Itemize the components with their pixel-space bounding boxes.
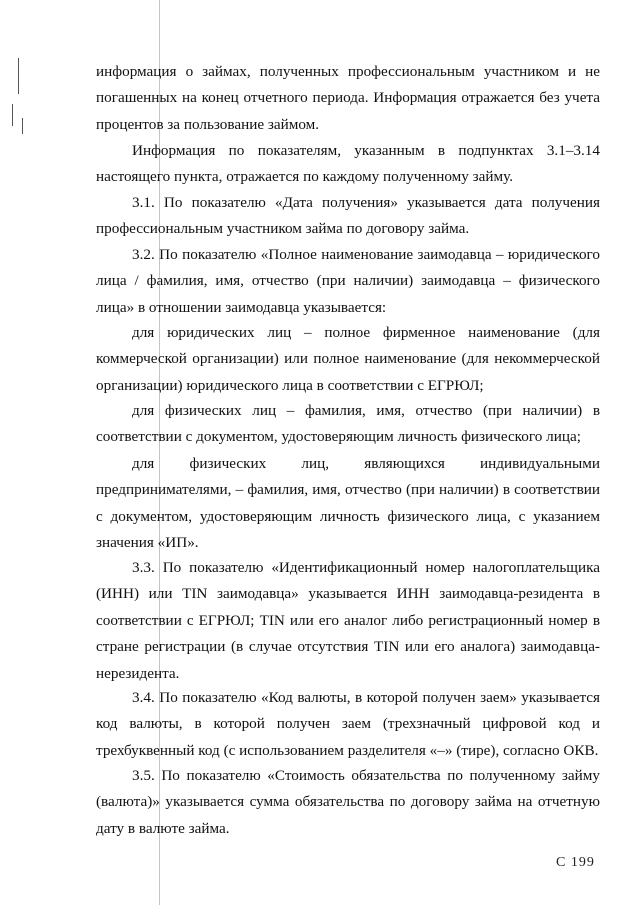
paragraph-legal-entities: для юридических лиц – полное фирменное наименование (для коммерческой организации) или полное наименование (для некоммерческой организации) юридического лица в соответствии с ЕГРЮЛ;	[96, 324, 600, 394]
paragraph-indicators-info: Информация по показателям, указанным в подпунктах 3.1–3.14 настоящего пункта, отражается по каждому полученному займу.	[96, 142, 600, 186]
paragraph-entrepreneurs: для физических лиц, являющихся индивидуальными предпринимателями, – фамилия, имя, отчество (при наличии) в соответствии с документом, удостоверяющим личность физического лица, с указанием значения «ИП».	[96, 455, 600, 552]
paragraph-3-3: 3.3. По показателю «Идентификационный номер налогоплательщика (ИНН) или TIN заимодавца» указывается ИНН заимодавца-резидента в соответствии с ЕГРЮЛ; TIN или его аналог либо регистрационный номер в стране регистрации (в случае отсутствия TIN или его аналога) заимодавца-нерезидента.	[96, 559, 600, 682]
binder-mark	[18, 58, 19, 94]
binder-mark	[22, 118, 23, 134]
paragraph-loan-info: информация о займах, полученных профессиональным участником и не погашенных на конец отчетного периода. Информация отражается без учета процентов за пользование займом.	[96, 63, 600, 133]
page-number: С 199	[556, 855, 595, 870]
paragraph-3-4: 3.4. По показателю «Код валюты, в которой получен заем» указывается код валюты, в которой получен заем (трехзначный цифровой код и трехбуквенный код (с использованием разделителя «–» (тире), согласно ОКВ.	[96, 689, 600, 759]
paragraph-3-5: 3.5. По показателю «Стоимость обязательства по полученному займу (валюта)» указывается сумма обязательства по договору займа на отчетную дату в валюте займа.	[96, 767, 600, 837]
paragraph-3-2: 3.2. По показателю «Полное наименование заимодавца – юридического лица / фамилия, имя, отчество (при наличии) заимодавца – физического лица» в отношении заимодавца указывается:	[96, 246, 600, 316]
paragraph-individuals: для физических лиц – фамилия, имя, отчество (при наличии) в соответствии с документом, удостоверяющим личность физического лица;	[96, 402, 600, 446]
paragraph-3-1: 3.1. По показателю «Дата получения» указывается дата получения профессиональным участником займа по договору займа.	[96, 194, 600, 238]
binder-mark	[12, 104, 13, 126]
